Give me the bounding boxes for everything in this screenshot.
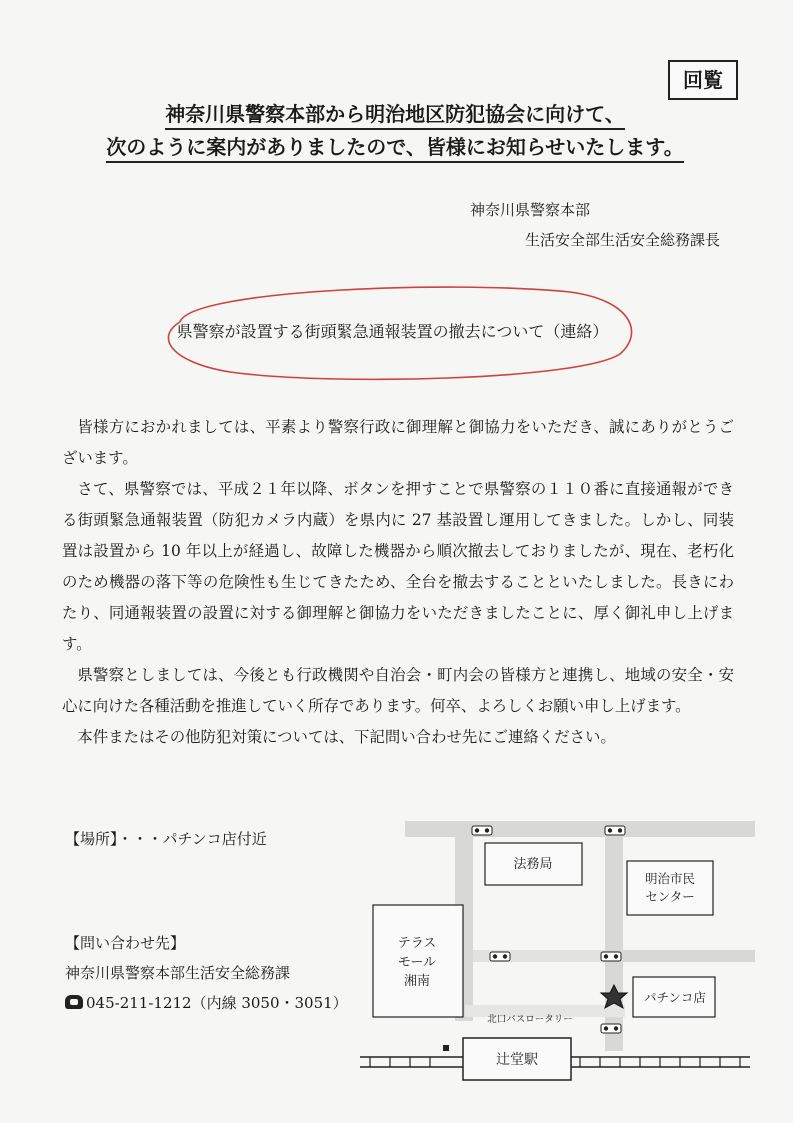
paragraph-2: さて、県警察では、平成２１年以降、ボタンを押すことで県警察の１１０番に直接通報ができる街頭緊急通報装置（防犯カメラ内蔵）を県内に 27 基設置し運用してきました。しかし、同装置は設置から 10 年以上が経過し、故障した機器から順次撤去しておりましたが、現在、老朽化のため機器の落下等の危険性も生じてきたため、全台を撤去することといたしました。長きにわたり、同通報装置の設置に対する御理解と御協力をいただきましたことに、厚く御礼申し上げます。	[62, 480, 734, 653]
location-map	[355, 805, 755, 1095]
circulation-stamp: 回覧	[668, 60, 738, 100]
traffic-signal-icon	[601, 952, 621, 961]
contact-block	[65, 928, 348, 1018]
contact-org: 神奈川県警察本部生活安全総務課	[65, 964, 291, 982]
terrace-mall-label-3: 湘南	[403, 974, 431, 989]
contact-heading: 【問い合わせ先】	[65, 934, 186, 952]
bus-rotary-label: 北口バスロータリー	[487, 1014, 573, 1025]
title-line-1: 神奈川県警察本部から明治地区防犯協会に向けて、	[165, 102, 625, 130]
civic-center-label-2: センター	[645, 889, 695, 904]
road-middle-right	[623, 950, 755, 962]
paragraph-3: 県警察としましては、今後とも行政機関や自治会・町内会の皆様方と連携し、地域の安全・安心に向けた各種活動を推進していく所存であります。何卒、よろしくお願い申し上げます。	[62, 666, 734, 715]
traffic-signal-icon	[472, 826, 492, 835]
station-label: 辻堂駅	[496, 1052, 538, 1068]
traffic-signal-icon	[490, 952, 510, 961]
contact-phone: 045-211-1212（内線 3050・3051）	[86, 994, 348, 1012]
terrace-mall-label-2: モール	[397, 955, 437, 970]
body-text	[62, 412, 734, 753]
terrace-mall-label-1: テラス	[397, 936, 437, 951]
paragraph-4: 本件またはその他防犯対策については、下記問い合わせ先にご連絡ください。	[77, 728, 616, 746]
sender-block	[470, 195, 720, 255]
building-civic-center	[627, 861, 713, 915]
rail-marker	[443, 1045, 449, 1051]
page-title	[95, 98, 695, 164]
traffic-signal-icon	[605, 826, 625, 835]
pachinko-label: パチンコ店	[644, 990, 706, 1005]
sender-org: 神奈川県警察本部	[470, 201, 591, 219]
contact-phone-row	[65, 988, 348, 1018]
sender-dept: 生活安全部生活安全総務課長	[525, 231, 721, 249]
phone-icon	[65, 995, 83, 1009]
subject-text: 県警察が設置する街頭緊急通報装置の撤去について（連絡）	[176, 322, 609, 341]
paragraph-1: 皆様方におかれましては、平素より警察行政に御理解と御協力をいただき、誠にありがとうございます。	[62, 418, 734, 467]
traffic-signal-icon	[601, 1024, 621, 1033]
title-line-2: 次のように案内がありましたので、皆様にお知らせいたします。	[106, 135, 683, 163]
place-label: 【場所】・・・パチンコ店付近	[65, 830, 267, 848]
houmukyoku-label: 法務局	[513, 857, 553, 872]
subject-block	[150, 282, 635, 382]
civic-center-label-1: 明治市民	[644, 871, 696, 886]
